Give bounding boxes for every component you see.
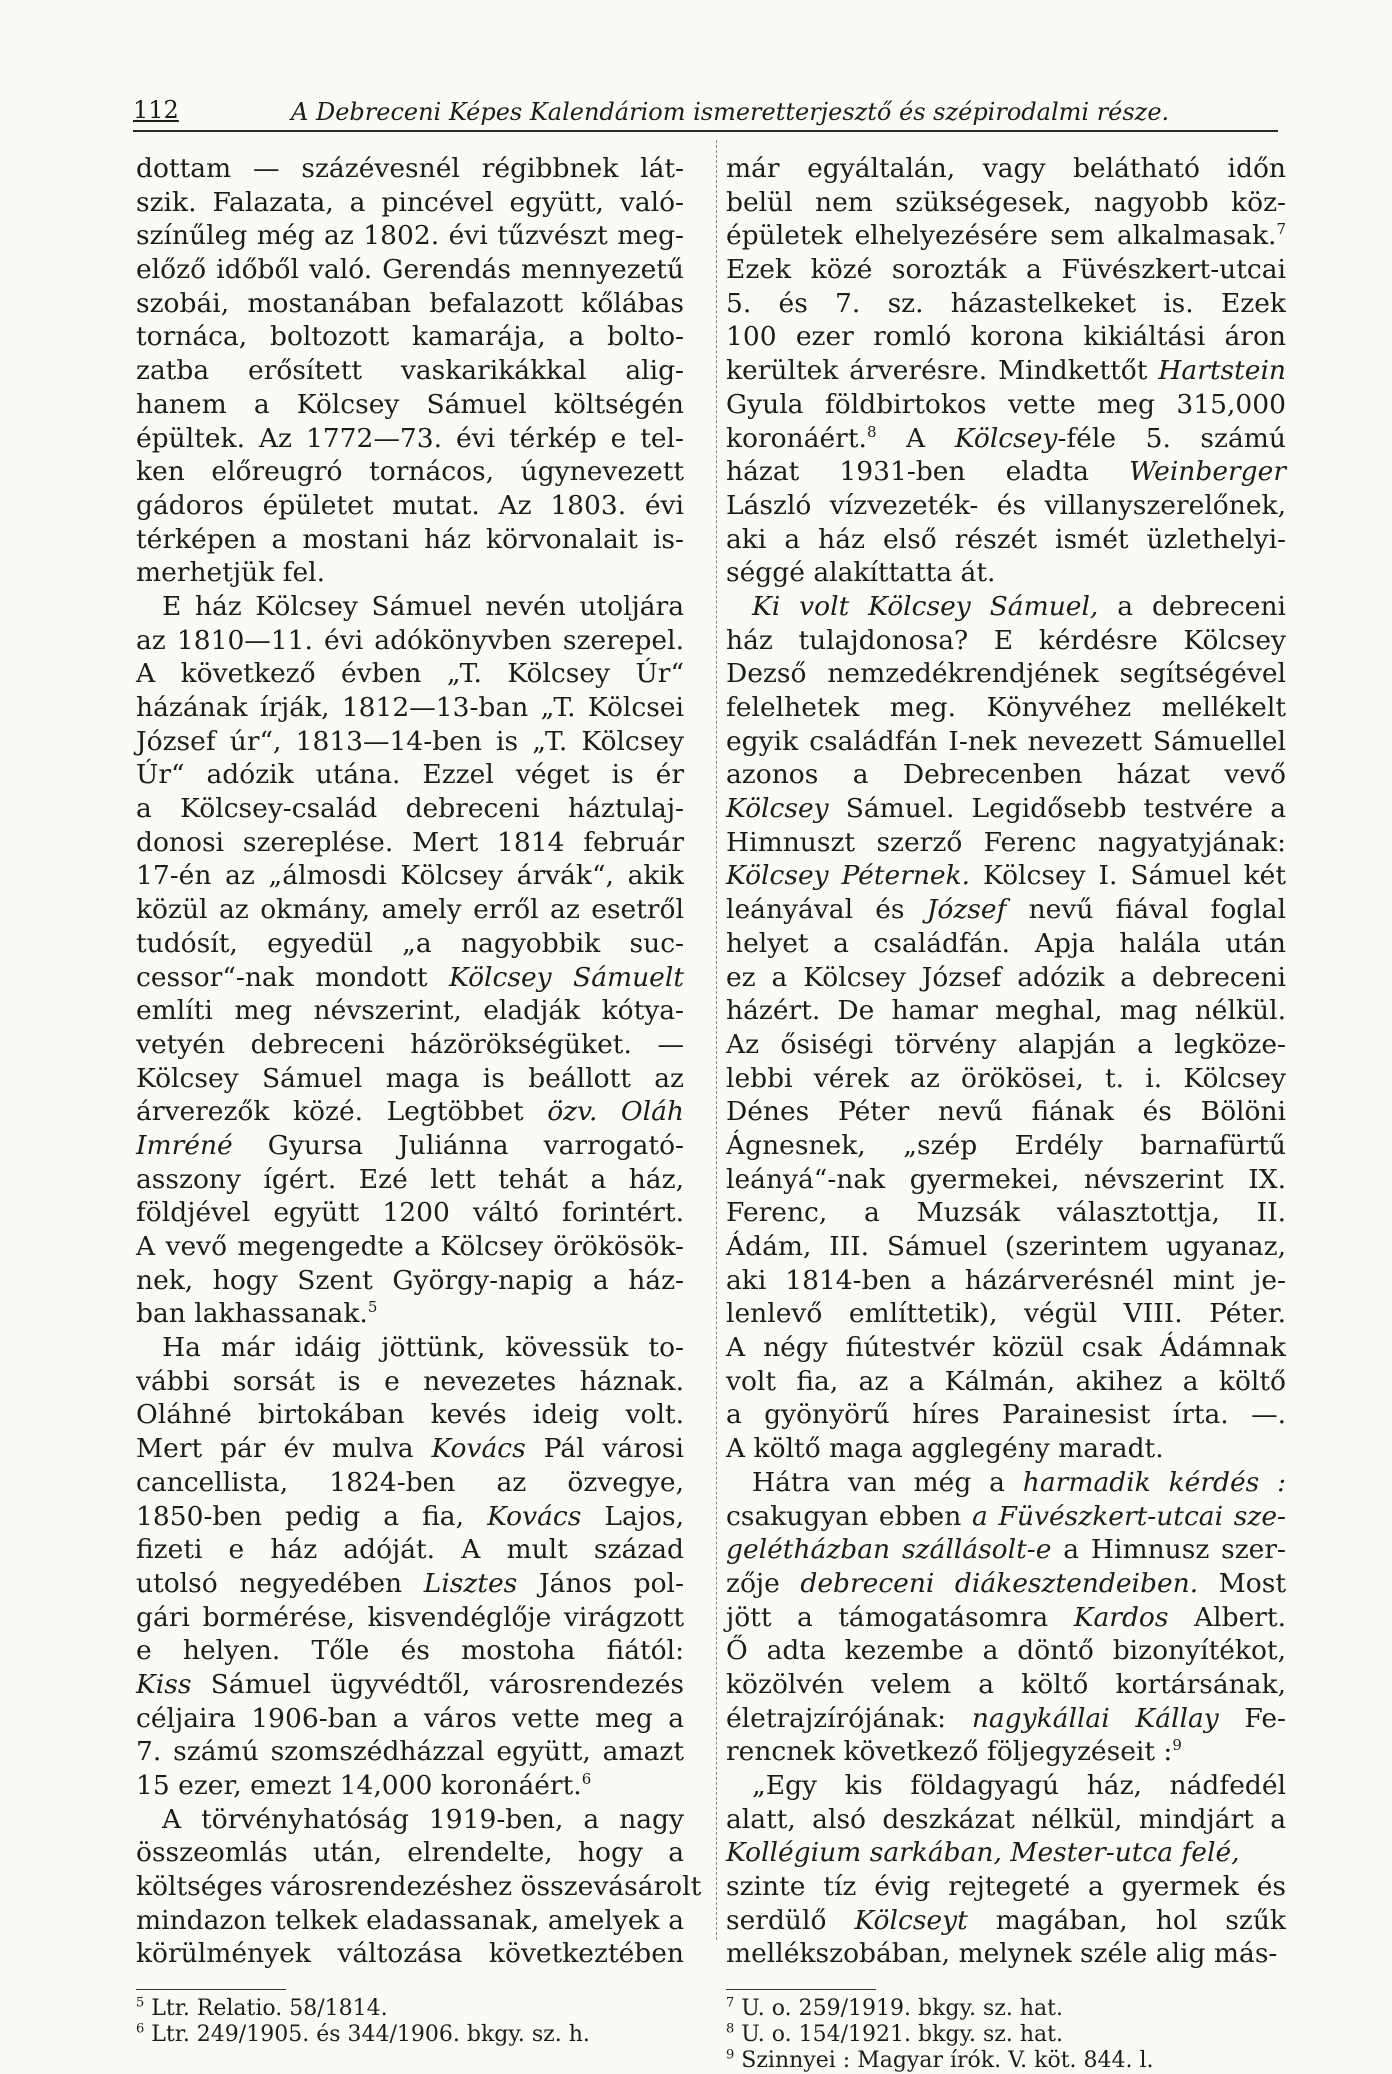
- right-text-t: szinte tíz évig rejtegeté a gyermek és: [726, 1871, 1286, 1903]
- left-text-t: merhetjük fel.: [136, 557, 326, 589]
- right-line: [726, 927, 1286, 961]
- right-line: [726, 961, 1286, 995]
- right-text-t: a gyönyörű híres Parainesist írta. —.: [726, 1399, 1286, 1431]
- right-line: [726, 287, 1286, 321]
- left-line: [136, 994, 684, 1028]
- right-text-t: séggé alakíttatta át.: [726, 557, 996, 589]
- right-text-t: kerültek árverésre. Mindkettőt: [726, 355, 1159, 387]
- right-text-i: gelétházban szállásolt-e: [726, 1534, 1052, 1566]
- right-text-t: épületek elhelyezésére sem alkalmasak.: [726, 220, 1277, 252]
- right-text-t: Dénes Péter nevű fiának és Bölöni: [726, 1096, 1286, 1128]
- footnote-text: Szinnyei : Magyar írók. V. köt. 844. l.: [734, 2048, 1154, 2074]
- right-line: [726, 859, 1286, 893]
- right-text-t2: Most: [1198, 1567, 1286, 1599]
- right-line: [726, 792, 1286, 826]
- left-line: [136, 1735, 684, 1769]
- footnote-rule-right: [726, 1989, 876, 1990]
- right-text-t: helyet a családfán. Apja halála után: [726, 927, 1286, 959]
- left-text-t: említi meg névszerint, eladják kótya-: [136, 995, 684, 1027]
- right-line: [726, 422, 1286, 456]
- right-text-t: Hátra van még a: [752, 1466, 1023, 1498]
- right-text-t: „Egy kis földagyagú ház, nádfedél: [752, 1770, 1286, 1801]
- left-text-i: Lisztes: [423, 1567, 518, 1599]
- right-line: [726, 1803, 1286, 1837]
- right-line: [726, 1297, 1286, 1331]
- footnote-text: Ltr. 249/1905. és 344/1906. bkgy. sz. h.: [144, 2022, 590, 2048]
- right-line: [726, 1769, 1286, 1803]
- right-text-t2: A: [876, 422, 955, 454]
- left-text-t2: János pol-: [517, 1567, 684, 1599]
- right-text-t: 5. és 7. sz. házastelkeket is. Ezek: [726, 287, 1286, 319]
- left-text-t: vábbi sorsát is e nevezetes háznak.: [136, 1365, 684, 1397]
- left-text-t: Kölcsey Sámuel maga is beállott az: [136, 1062, 684, 1094]
- footnote-text: U. o. 259/1919. bkgy. sz. hat.: [734, 1996, 1063, 2022]
- right-line: [726, 523, 1286, 557]
- left-line: [136, 1230, 684, 1264]
- right-text-t: egyik családfán I-nek nevezett Sámuellel: [726, 725, 1286, 757]
- left-line: [136, 1129, 684, 1163]
- left-line: [136, 859, 684, 893]
- left-line: [136, 1500, 684, 1534]
- left-text-t: szik. Falazata, a pincével együtt, való-: [136, 186, 684, 218]
- left-line: [136, 1803, 684, 1837]
- left-line: [136, 1264, 684, 1298]
- left-footnote: [136, 1996, 684, 2022]
- right-text-t2: Kölcsey I. Sámuel két: [970, 860, 1286, 892]
- left-text-t: költséges városrendezéshez összevásárolt: [136, 1871, 702, 1903]
- left-text-t2: Pál városi: [525, 1433, 684, 1465]
- left-text-t: 1850-ben pedig a fia,: [136, 1500, 488, 1532]
- left-text-t: E ház Kölcsey Sámuel nevén utoljára: [162, 590, 684, 622]
- right-footnote: [726, 1996, 1286, 2022]
- right-line: [726, 152, 1286, 186]
- left-line: [136, 758, 684, 792]
- right-text-t2: a Himnusz szer-: [1051, 1534, 1286, 1566]
- right-line: [726, 1937, 1286, 1971]
- left-line: [136, 1163, 684, 1197]
- right-text-i: Kölcseyt: [854, 1904, 968, 1936]
- left-text-t: mindazon telkek eladassanak, amelyek a: [136, 1904, 684, 1936]
- left-text-t: A vevő megengedte a Kölcsey örökösök-: [136, 1231, 684, 1262]
- left-text-t2: Gyursa Juliánna varrogató-: [232, 1129, 684, 1161]
- left-text-t: térképen a mostani ház körvonalait is-: [136, 523, 684, 555]
- right-line: [726, 556, 1286, 590]
- right-footnotes: [726, 1996, 1286, 2074]
- left-line: [136, 523, 684, 557]
- right-line: [726, 758, 1286, 792]
- right-text-t: Ferenc, a Muzsák választottja, II.: [726, 1197, 1286, 1229]
- right-text-t: Himnuszt szerző Ferenc nagyatyjának:: [726, 826, 1286, 858]
- right-line: [726, 186, 1286, 220]
- right-text-t: zője: [726, 1567, 801, 1599]
- left-text-t: épültek. Az 1772—73. évi térkép e tel-: [136, 422, 684, 454]
- right-text-t: jött a támogatásomra: [726, 1601, 1074, 1633]
- left-text-t: színűleg még az 1802. évi tűzvészt meg-: [136, 220, 684, 252]
- right-column: [726, 152, 1286, 2074]
- right-line: [726, 1432, 1286, 1466]
- right-text-t: lebbi vérek az örökösei, t. i. Kölcsey: [726, 1062, 1286, 1094]
- left-line: [136, 219, 684, 253]
- right-line: [726, 253, 1286, 287]
- left-text-t: Ha már idáig jöttünk, kövessük to-: [162, 1332, 684, 1364]
- left-line: [136, 1601, 684, 1635]
- right-line: [726, 388, 1286, 422]
- left-line: [136, 1668, 684, 1702]
- left-text-i: Kölcsey Sámuelt: [449, 961, 684, 993]
- right-line: [726, 994, 1286, 1028]
- footnote-text: Ltr. Relatio. 58/1814.: [144, 1996, 388, 2022]
- left-line: [136, 1095, 684, 1129]
- right-text-i2: Kölcsey: [954, 422, 1058, 454]
- right-text-t: A négy fiútestvér közül csak Ádámnak: [726, 1332, 1286, 1364]
- left-line: [136, 893, 684, 927]
- right-text-t: Dezső nemzedékrendjének segítségével: [726, 658, 1286, 690]
- left-line: [136, 725, 684, 759]
- right-text-t: házért. De hamar meghal, mag nélkül.: [726, 995, 1286, 1027]
- right-text-t: A költő maga agglegény maradt.: [726, 1433, 1164, 1465]
- left-line: [136, 1331, 684, 1365]
- left-text-i: Kovács: [431, 1433, 526, 1465]
- right-text-i: Kardos: [1073, 1601, 1169, 1633]
- right-text-t: aki a ház első részét ismét üzlethelyi-: [726, 523, 1286, 555]
- left-text-sup: 5: [367, 1298, 378, 1317]
- right-text-sup: 8: [866, 422, 877, 441]
- left-text-t: tornáca, boltozott kamarája, a bolto-: [136, 321, 684, 353]
- right-text-t2: Fe-: [1218, 1702, 1286, 1734]
- left-text-t: cancellista, 1824-ben az özvegye,: [136, 1466, 684, 1498]
- running-title: A Debreceni Képes Kalendáriom ismeretterjesztő és szépirodalmi része.: [291, 98, 1170, 126]
- right-line: [726, 1028, 1286, 1062]
- left-text-t: 7. számú szomszédházzal együtt, amazt: [136, 1736, 684, 1768]
- left-line: [136, 691, 684, 725]
- right-line: [726, 1230, 1286, 1264]
- left-text-t: Mert pár év mulva: [136, 1433, 432, 1465]
- right-line: [726, 1634, 1286, 1668]
- footnote-number: 5: [136, 1995, 145, 2011]
- left-text-t: a Kölcsey-család debreceni háztulaj-: [136, 793, 684, 825]
- page-number: 112: [133, 96, 179, 124]
- left-line: [136, 320, 684, 354]
- right-line: [726, 1466, 1286, 1500]
- left-text-t: összeomlás után, elrendelte, hogy a: [136, 1837, 684, 1869]
- left-text-t: gári bormérése, kisvendéglője virágzott: [136, 1601, 684, 1633]
- left-line: [136, 792, 684, 826]
- right-line: [726, 455, 1286, 489]
- left-line: [136, 961, 684, 995]
- footnote-text: U. o. 154/1921. bkgy. sz. hat.: [734, 2022, 1063, 2048]
- right-text-t: rencnek következő följegyzéseit :: [726, 1736, 1173, 1768]
- right-text-t: mellékszobában, melynek széle alig más-: [726, 1938, 1278, 1970]
- left-text-t: ken előreugró tornácos, úgynevezett: [136, 456, 684, 488]
- right-line: [726, 725, 1286, 759]
- left-column: [136, 152, 702, 2048]
- right-text-t: házat 1931-ben eladta: [726, 456, 1130, 488]
- left-text-i: özv. Oláh: [547, 1096, 684, 1128]
- footnote-rule-left: [136, 1989, 286, 1990]
- right-text-i: nagykállai Kállay: [971, 1702, 1219, 1734]
- left-text-t: e helyen. Tőle és mostoha fiától:: [136, 1635, 684, 1667]
- left-line: [136, 1365, 684, 1399]
- right-text-t: leányá“-nak gyermekei, névszerint IX.: [726, 1163, 1286, 1195]
- right-text-i: Hartstein: [1158, 355, 1286, 387]
- left-text-t: közül az okmány, amely erről az esetről: [136, 894, 684, 926]
- left-text-t: hanem a Kölcsey Sámuel költségén: [136, 388, 684, 420]
- right-text-t: 100 ezer romló korona kikiáltási áron: [726, 321, 1286, 353]
- left-line: [136, 1769, 684, 1803]
- footnote-number: 7: [726, 1995, 735, 2011]
- right-line: [726, 691, 1286, 725]
- left-text-i: Kovács: [487, 1500, 582, 1532]
- right-text-t: csakugyan ebben: [726, 1500, 973, 1532]
- column-divider: [716, 140, 717, 1940]
- right-line: [726, 1062, 1286, 1096]
- left-text-sup: 6: [581, 1770, 592, 1789]
- left-line: [136, 489, 684, 523]
- left-line: [136, 1466, 684, 1500]
- right-text-i: Kölcsey: [726, 793, 829, 825]
- left-text-t: 15 ezer, emezt 14,000 koronáért.: [136, 1770, 582, 1801]
- left-text-t: vetyén debreceni házörökségüket. —: [136, 1028, 684, 1060]
- right-text-t: Ezek közé sorozták a Füvészkert-utcai: [726, 254, 1286, 286]
- right-footnote: [726, 2022, 1286, 2048]
- footnote-number: 6: [136, 2021, 145, 2037]
- left-text-t2: Sámuel ügyvédtől, városrendezés: [191, 1668, 684, 1700]
- left-line: [136, 186, 684, 220]
- left-line: [136, 1398, 684, 1432]
- right-text-t: koronáért.: [726, 422, 867, 454]
- left-line: [136, 826, 684, 860]
- left-line: [136, 1870, 702, 1904]
- right-line: [726, 590, 1286, 624]
- right-text-t: aki 1814-ben a házárverésnél mint je-: [726, 1264, 1286, 1296]
- left-line: [136, 1937, 684, 1971]
- left-text-t: József úr“, 1813—14-ben is „T. Kölcsey: [136, 725, 684, 757]
- right-text-t: életrajzírójának:: [726, 1702, 972, 1734]
- left-line: [136, 1062, 684, 1096]
- right-line: [726, 1398, 1286, 1432]
- right-line: [726, 219, 1286, 253]
- left-text-t: Úr“ adózik utána. Ezzel véget is ér: [136, 759, 684, 791]
- right-text-t: alatt, alsó deszkázat nélkül, mindjárt a: [726, 1803, 1286, 1835]
- right-text-i: a Füvészkert-utcai sze-: [972, 1500, 1287, 1532]
- left-text-t: utolsó negyedében: [136, 1567, 424, 1599]
- right-text-i: debreceni diákesztendeiben.: [800, 1567, 1199, 1599]
- left-text-t: zatba erősített vaskarikákkal alig-: [136, 355, 684, 387]
- right-text-t2: Albert.: [1168, 1601, 1286, 1633]
- right-line: [726, 1702, 1286, 1736]
- right-text-t: László vízvezeték- és villanyszerelőnek,: [726, 489, 1286, 521]
- right-text-i: Weinberger: [1129, 456, 1286, 488]
- left-text-t: körülmények változása következtében: [136, 1938, 684, 1970]
- right-text-t: már egyáltalán, vagy belátható időn: [726, 153, 1286, 184]
- right-line: [726, 1567, 1286, 1601]
- page-header: [133, 94, 1278, 132]
- right-text-i: Ki volt Kölcsey Sámuel,: [752, 590, 1099, 622]
- left-text-t: nek, hogy Szent György-napig a ház-: [136, 1264, 684, 1296]
- left-text-t: ban lakhassanak.: [136, 1298, 368, 1330]
- left-line: [136, 422, 684, 456]
- right-line: [726, 1668, 1286, 1702]
- right-column-text: [726, 152, 1286, 1971]
- left-line: [136, 1567, 684, 1601]
- left-text-t: gádoros épületet mutat. Az 1803. évi: [136, 489, 684, 521]
- right-text-t: serdülő: [726, 1904, 855, 1936]
- left-line: [136, 556, 684, 590]
- right-line: [726, 1196, 1286, 1230]
- left-text-t: céljaira 1906-ban a város vette meg a: [136, 1702, 684, 1734]
- left-line: [136, 1297, 684, 1331]
- left-line: [136, 455, 684, 489]
- right-text-t: ház tulajdonosa? E kérdésre Kölcsey: [726, 624, 1286, 656]
- right-text-i: Kollégium sarkában, Mester-utca felé,: [726, 1837, 1240, 1869]
- left-text-t: tudósít, egyedül „a nagyobbik suc-: [136, 927, 684, 959]
- right-line: [726, 489, 1286, 523]
- right-line: [726, 1365, 1286, 1399]
- right-footnote: [726, 2048, 1286, 2074]
- left-line: [136, 927, 684, 961]
- left-text-t2: Lajos,: [581, 1500, 684, 1532]
- left-text-t: A törvényhatóság 1919-ben, a nagy: [162, 1803, 684, 1835]
- left-text-t: az 1810—11. évi adókönyvben szerepel.: [136, 624, 684, 656]
- right-text-t: felelhetek meg. Könyvéhez mellékelt: [726, 692, 1286, 723]
- left-line: [136, 1432, 684, 1466]
- left-line: [136, 287, 684, 321]
- left-text-t: asszony ígért. Ezé lett tehát a ház,: [136, 1163, 684, 1195]
- right-text-t2: magában, hol szűk: [967, 1904, 1286, 1936]
- left-column-text: [136, 152, 702, 1971]
- left-text-t: Oláhné birtokában kevés ideig volt.: [136, 1399, 684, 1431]
- right-line: [726, 1500, 1286, 1534]
- left-text-t: donosi szereplése. Mert 1814 február: [136, 826, 684, 858]
- right-line: [726, 1904, 1286, 1938]
- left-text-t: házának írják, 1812—13-ban „T. Kölcsei: [136, 692, 684, 723]
- left-line: [136, 1028, 684, 1062]
- left-line: [136, 1836, 684, 1870]
- right-text-t: belül nem szükségesek, nagyobb köz-: [726, 186, 1286, 218]
- right-text-t: Ágnesnek, „szép Erdély barnafürtű: [726, 1129, 1286, 1161]
- left-footnote: [136, 2022, 684, 2048]
- left-line: [136, 1634, 684, 1668]
- right-line: [726, 1331, 1286, 1365]
- right-line: [726, 354, 1286, 388]
- right-text-i: Kölcsey Péternek.: [726, 860, 971, 892]
- left-text-i: Kiss: [136, 1668, 192, 1700]
- left-line: [136, 1196, 684, 1230]
- right-line: [726, 1601, 1286, 1635]
- left-line: [136, 624, 684, 658]
- footnote-number: 8: [726, 2021, 735, 2037]
- left-text-t: szobái, mostanában befalazott kőlábas: [136, 287, 684, 319]
- right-text-sup: 7: [1276, 220, 1286, 239]
- right-text-t2: nevű fiával foglal: [1006, 894, 1286, 926]
- left-line: [136, 253, 684, 287]
- left-line: [136, 388, 684, 422]
- right-text-t2: Sámuel. Legidősebb testvére a: [828, 793, 1286, 825]
- right-text-t: Ő adta kezembe a döntő bizonyítékot,: [726, 1635, 1286, 1667]
- left-text-t: 17-én az „álmosdi Kölcsey árvák“, akik: [136, 860, 684, 892]
- right-text-t: lenlevő említtetik), végül VIII. Péter.: [726, 1298, 1286, 1330]
- left-text-t: előző időből való. Gerendás mennyezetű: [136, 254, 684, 286]
- footnote-number: 9: [726, 2047, 735, 2063]
- left-line: [136, 354, 684, 388]
- right-line: [726, 1264, 1286, 1298]
- right-line: [726, 1836, 1286, 1870]
- right-line: [726, 1533, 1286, 1567]
- left-line: [136, 1533, 684, 1567]
- right-line: [726, 1870, 1286, 1904]
- right-line: [726, 893, 1286, 927]
- left-line: [136, 1904, 684, 1938]
- left-text-t: A következő évben „T. Kölcsey Úr“: [136, 658, 684, 690]
- right-text-t: Ádám, III. Sámuel (szerintem ugyanaz,: [726, 1231, 1286, 1262]
- right-line: [726, 1163, 1286, 1197]
- right-line: [726, 624, 1286, 658]
- right-text-t: Az ősiségi törvény alapján a legköze-: [726, 1028, 1286, 1060]
- right-text-t: azonos a Debrecenben házat vevő: [726, 759, 1286, 791]
- right-line: [726, 320, 1286, 354]
- right-text-t: ez a Kölcsey József adózik a debreceni: [726, 961, 1286, 993]
- right-text-t2: a debreceni: [1098, 590, 1286, 622]
- right-text-i: József: [926, 894, 1007, 926]
- right-text-t: Gyula földbirtokos vette meg 315,000: [726, 388, 1286, 420]
- right-text-t: volt fia, az a Kálmán, akihez a költő: [726, 1365, 1286, 1397]
- right-line: [726, 1129, 1286, 1163]
- right-line: [726, 1095, 1286, 1129]
- left-text-t: földjével együtt 1200 váltó forintért.: [136, 1197, 684, 1229]
- right-text-t3: -féle 5. számú: [1057, 422, 1286, 454]
- left-line: [136, 657, 684, 691]
- right-text-sup: 9: [1172, 1736, 1182, 1755]
- left-text-t: fizeti e ház adóját. A mult század: [136, 1534, 684, 1566]
- right-text-i: harmadik kérdés :: [1022, 1466, 1286, 1498]
- left-text-t: cessor“-nak mondott: [136, 961, 449, 993]
- left-text-t: árverezők közé. Legtöbbet: [136, 1096, 548, 1128]
- left-line: [136, 1702, 684, 1736]
- right-line: [726, 657, 1286, 691]
- left-footnotes: [136, 1996, 684, 2048]
- left-line: [136, 590, 684, 624]
- right-text-t: leányával és: [726, 894, 927, 926]
- right-line: [726, 1735, 1286, 1769]
- right-text-t: közölvén velem a költő kortársának,: [726, 1668, 1286, 1700]
- left-text-t: dottam — százévesnél régibbnek lát-: [136, 153, 684, 184]
- left-line: [136, 152, 684, 186]
- right-line: [726, 826, 1286, 860]
- left-text-i: Imréné: [136, 1129, 233, 1161]
